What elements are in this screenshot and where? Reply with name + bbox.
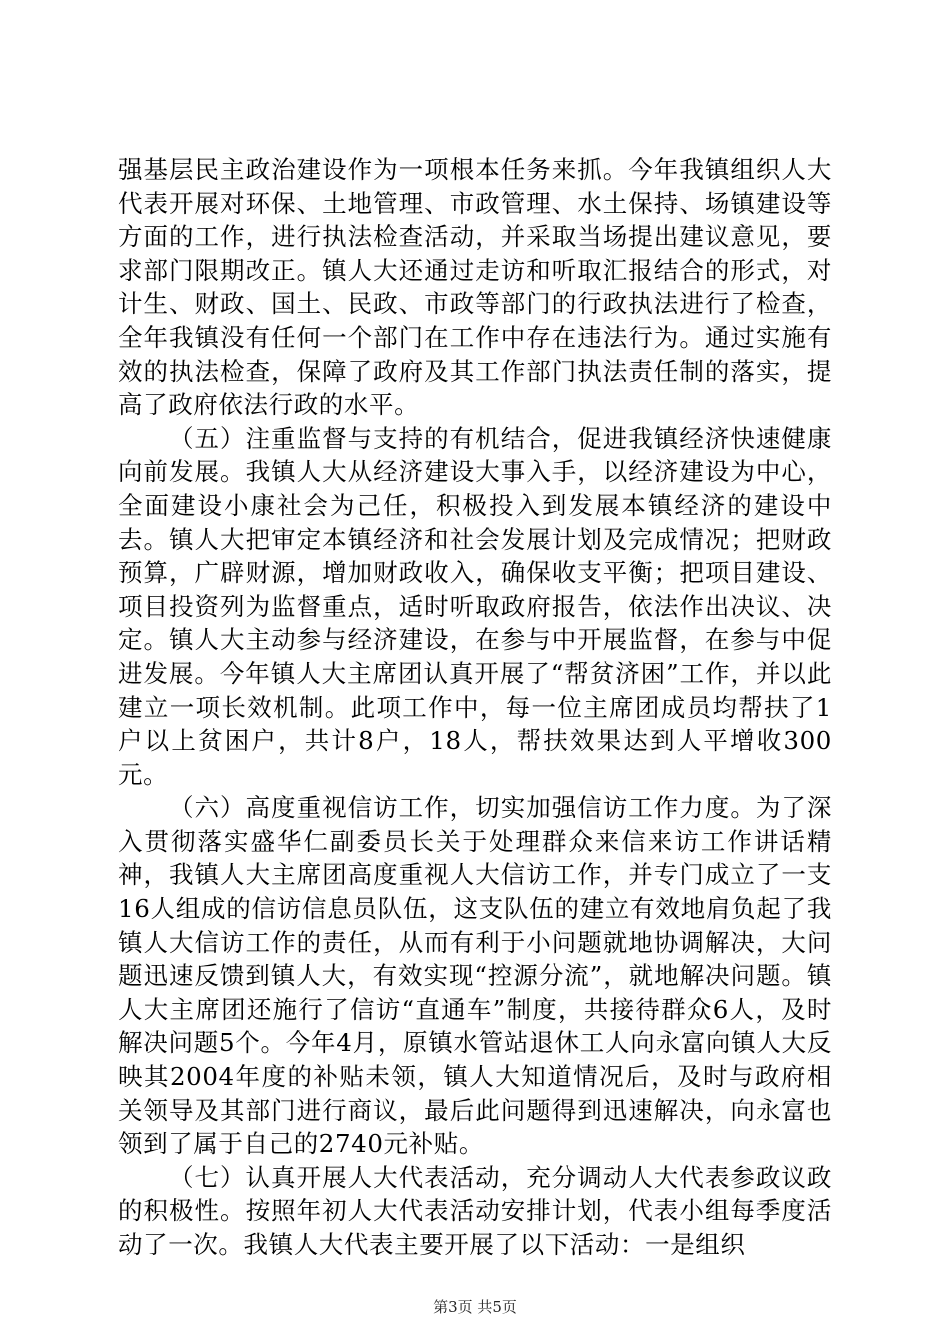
- paragraph-section-7: （七）认真开展人大代表活动，充分调动人大代表参政议政的积极性。按照年初人大代表活动安排计划，代表小组每季度活动了一次。我镇人大代表主要开展了以下活动：一是组织: [118, 1162, 832, 1259]
- paragraph-section-5: （五）注重监督与支持的有机结合，促进我镇经济快速健康向前发展。我镇人大从经济建设大事入手，以经济建设为中心，全面建设小康社会为己任，积极投入到发展本镇经济的建设中去。镇人大把审定本镇经济和社会发展计划及完成情况；把财政预算，广辟财源，增加财政收入，确保收支平衡；把项目建设、项目投资列为监督重点，适时听取政府报告，依法作出决议、决定。镇人大主动参与经济建设，在参与中开展监督，在参与中促进发展。今年镇人大主席团认真开展了“帮贫济困”工作，并以此建立一项长效机制。此项工作中，每一位主席团成员均帮扶了1户以上贫困户，共计8户，18人，帮扶效果达到人平增收300元。: [118, 423, 832, 789]
- paragraph-continuation: 强基层民主政治建设作为一项根本任务来抓。今年我镇组织人大代表开展对环保、土地管理、市政管理、水土保持、场镇建设等方面的工作，进行执法检查活动，并采取当场提出建议意见，要求部门限期改正。镇人大还通过走访和听取汇报结合的形式，对计生、财政、国土、民政、市政等部门的行政执法进行了检查，全年我镇没有任何一个部门在工作中存在违法行为。通过实施有效的执法检查，保障了政府及其工作部门执法责任制的落实，提高了政府依法行政的水平。: [118, 155, 832, 420]
- document-body: [118, 153, 832, 1262]
- paragraph-section-6: （六）高度重视信访工作，切实加强信访工作力度。为了深入贯彻落实盛华仁副委员长关于处理群众来信来访工作讲话精神，我镇人大主席团高度重视人大信访工作，并专门成立了一支16人组成的信访信息员队伍，这支队伍的建立有效地肩负起了我镇人大信访工作的责任，从而有利于小问题就地协调解决，大问题迅速反馈到镇人大，有效实现“控源分流”，就地解决问题。镇人大主席团还施行了信访“直通车”制度，共接待群众6人，及时解决问题5个。今年4月，原镇水管站退休工人向永富向镇人大反映其2004年度的补贴未领，镇人大知道情况后，及时与政府相关领导及其部门进行商议，最后此问题得到迅速解决，向永富也领到了属于自己的2740元补贴。: [118, 793, 832, 1159]
- page-number-footer: 第3页 共5页: [433, 1298, 517, 1316]
